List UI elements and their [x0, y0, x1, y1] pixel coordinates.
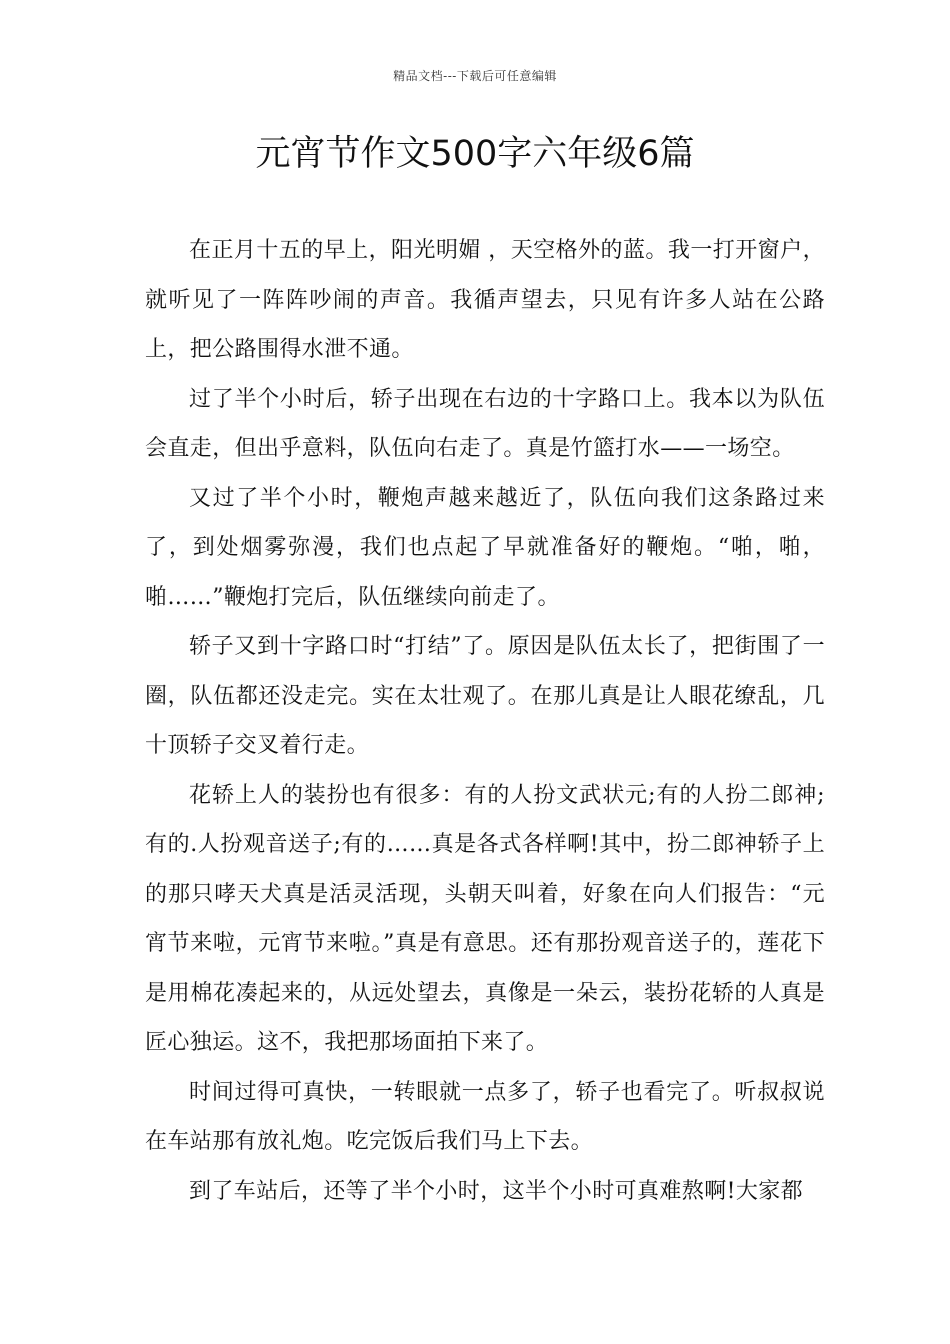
paragraph: 时间过得可真快，一转眼就一点多了，轿子也看完了。听叔叔说在车站那有放礼炮。吃完饭后我们马上下去。 [145, 1079, 825, 1154]
paragraph: 花轿上人的装扮也有很多：有的人扮文武状元;有的人扮二郎神;有的.人扮观音送子;有的……真是各式各样啊!其中，扮二郎神轿子上的那只哮天犬真是活灵活现，头朝天叫着，好象在向人们报告：“元宵节来啦，元宵节来啦。”真是有意思。还有那扮观音送子的，莲花下是用棉花凑起来的，从远处望去，真像是一朵云，装扮花轿的人真是匠心独运。这不，我把那场面拍下来了。 [145, 782, 825, 1055]
essay-body [145, 226, 825, 1216]
header-note: 精品文档---下载后可任意编辑 [393, 69, 557, 83]
paragraph: 轿子又到十字路口时“打结”了。原因是队伍太长了，把街围了一圈，队伍都还没走完。实在太壮观了。在那儿真是让人眼花缭乱，几十顶轿子交叉着行走。 [145, 634, 825, 758]
paragraph: 又过了半个小时，鞭炮声越来越近了，队伍向我们这条路过来了，到处烟雾弥漫，我们也点起了早就准备好的鞭炮。“啪，啪，啪……”鞭炮打完后，队伍继续向前走了。 [145, 485, 825, 610]
paragraph: 到了车站后，还等了半个小时，这半个小时可真难熬啊!大家都 [189, 1178, 804, 1204]
document-title: 元宵节作文500字六年级6篇 [255, 134, 695, 174]
paragraph: 过了半个小时后，轿子出现在右边的十字路口上。我本以为队伍会直走，但出乎意料，队伍向右走了。真是竹篮打水——一场空。 [145, 386, 825, 461]
paragraph: 在正月十五的早上，阳光明媚 ，天空格外的蓝。我一打开窗户，就听见了一阵阵吵闹的声音。我循声望去，只见有许多人站在公路上，把公路围得水泄不通。 [145, 238, 825, 362]
